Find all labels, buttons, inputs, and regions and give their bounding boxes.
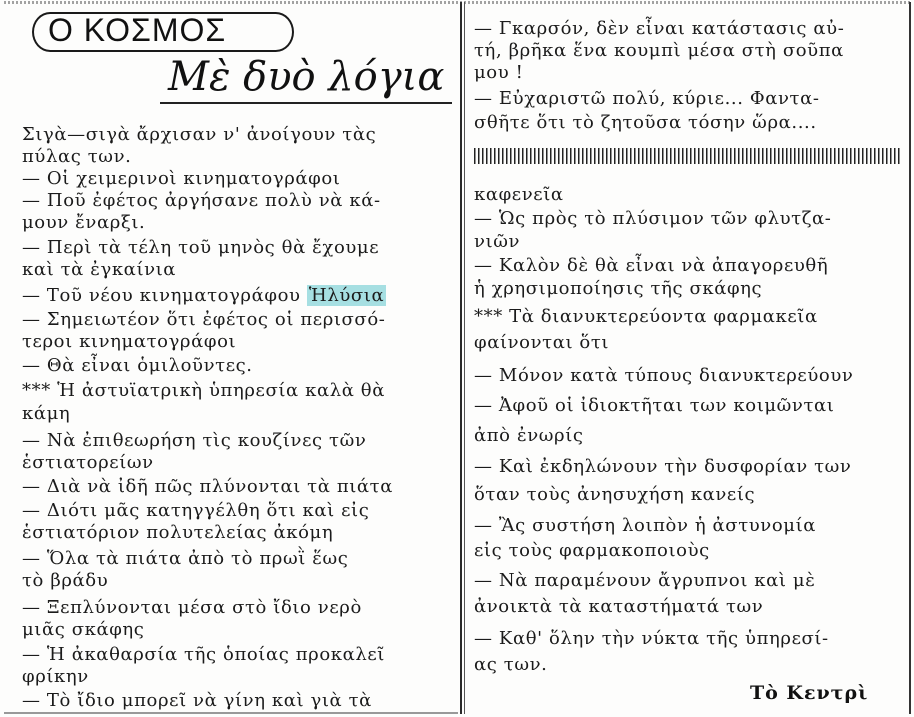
right-line-12: φαίνονται ὅτι xyxy=(474,332,610,353)
section-title: Ο ΚΟΣΜΟΣ xyxy=(48,12,227,48)
right-line-9: — Καλὸν δὲ θὰ εἶναι νὰ ἀπαγορευθῆ xyxy=(474,255,829,276)
author-signature: Τὸ Κεντρὶ xyxy=(750,682,869,704)
left-line-10: τεροι κινηματογράφοι xyxy=(22,331,237,352)
left-line-5: μουν ἔναρξι. xyxy=(22,212,146,233)
right-line-7: — Ὡς πρὸς τὸ πλύσιμον τῶν φλυτζα- xyxy=(474,208,832,229)
right-border xyxy=(909,2,911,714)
left-line-9: — Σημειωτέον ὅτι ἐφέτος οἱ περισσό- xyxy=(22,309,386,330)
right-line-13: — Μόνον κατὰ τύπους διανυκτερεύουν xyxy=(474,365,854,386)
right-line-23: ας των. xyxy=(474,654,548,675)
left-line-13: κάμη xyxy=(22,403,71,424)
right-line-10: ἡ χρησιμοποίησις τῆς σκάφης xyxy=(474,278,763,299)
right-line-18: — Ἂς συστήση λοιπὸν ἡ ἀστυνομία xyxy=(474,515,816,536)
right-line-14: — Ἀφοῦ οἱ ἰδιοκτῆται των κοιμῶνται xyxy=(474,395,835,416)
column-title-underline xyxy=(160,102,452,104)
right-line-4: — Εὐχαριστῶ πολύ, κύριε... Φαντα- xyxy=(474,88,820,109)
right-line-5: σθῆτε ὅτι τὸ ζητοῦσα τόσην ὥρα.... xyxy=(474,112,817,133)
left-line-1: Σιγὰ—σιγὰ ἄρχισαν ν' ἀνοίγουν τὰς xyxy=(22,124,377,145)
left-line-20: τὸ βράδυ xyxy=(22,570,109,591)
left-line-15: ἑστιατορείων xyxy=(22,452,154,473)
left-line-3: — Οἱ χειμερινοὶ κινηματογράφοι xyxy=(22,168,341,189)
left-line-7: καὶ τὰ ἐγκαίνια xyxy=(22,259,177,280)
highlighted-word: Ἡλύσια xyxy=(308,285,385,306)
right-line-1: — Γκαρσόν, δὲν εἶναι κατάστασις αὐ- xyxy=(474,18,845,39)
right-line-2: τή, βρῆκα ἕνα κουμπὶ μέσα στὴ σοῦπα xyxy=(474,40,844,61)
right-line-8: νιῶν xyxy=(474,231,521,252)
column-title: Μὲ δυὸ λόγια xyxy=(168,54,445,100)
top-rule xyxy=(4,1,910,4)
section-separator xyxy=(474,148,900,164)
right-line-17: ὅταν τοὺς ἀνησυχήση κανείς xyxy=(474,484,756,505)
column-divider-secondary xyxy=(464,2,465,714)
left-line-17: — Διότι μᾶς κατηγγέλθη ὅτι καὶ εἰς xyxy=(22,500,370,521)
column-divider xyxy=(460,2,462,714)
left-line-19: — Ὅλα τὰ πιάτα ἀπὸ τὸ πρωῒ ἕως xyxy=(22,548,349,569)
left-line-6: — Περὶ τὰ τέλη τοῦ μηνὸς θὰ ἔχουμε xyxy=(22,237,380,258)
left-line-11: — Θὰ εἶναι ὁμιλοῦντες. xyxy=(22,355,253,376)
left-line-23: — Ἡ ἀκαθαρσία τῆς ὁποίας προκαλεῖ xyxy=(22,644,385,665)
right-line-11: *** Τὰ διανυκτερεύοντα φαρμακεῖα xyxy=(474,306,818,327)
left-line-25: — Τὸ ἴδιο μπορεῖ νὰ γίνη καὶ γιὰ τὰ xyxy=(22,690,372,711)
left-line-22: μιᾶς σκάφης xyxy=(22,619,145,640)
right-line-3: μου ! xyxy=(474,62,524,83)
right-line-15: ἀπὸ ἐνωρίς xyxy=(474,425,584,446)
right-line-22: — Καθ' ὅλην τὴν νύκτα τῆς ὑπηρεσί- xyxy=(474,628,829,649)
left-line-21: — Ξεπλύνονται μέσα στὸ ἴδιο νερὸ xyxy=(22,597,362,618)
right-line-16: — Καὶ ἐκδηλώνουν τὴν δυσφορίαν των xyxy=(474,456,852,477)
right-line-20: — Νὰ παραμένουν ἄγρυπνοι καὶ μὲ xyxy=(474,570,816,591)
right-line-19: εἰς τοὺς φαρμακοποιοὺς xyxy=(474,540,710,561)
left-line-24: φρίκην xyxy=(22,666,89,687)
left-line-12: *** Ἡ ἀστυϊατρικὴ ὑπηρεσία καλὰ θὰ xyxy=(22,380,385,401)
right-line-21: ἀνοικτὰ τὰ καταστήματά των xyxy=(474,596,764,617)
left-line-8 xyxy=(22,285,386,307)
right-line-6: καφενεῖα xyxy=(474,184,564,205)
bottom-rule xyxy=(4,712,458,714)
left-line-18: ἑστιατόριον πολυτελείας ἀκόμη xyxy=(22,522,334,543)
left-line-4: — Ποῦ ἐφέτος ἀργήσανε πολὺ νὰ κά- xyxy=(22,190,381,211)
left-line-16: — Διὰ νὰ ἰδῆ πῶς πλύνονται τὰ πιάτα xyxy=(22,476,393,497)
left-line-8-text: — Τοῦ νέου κινηματογράφου xyxy=(22,285,307,306)
left-line-14: — Νὰ ἐπιθεωρήση τὶς κουζίνες τῶν xyxy=(22,430,367,451)
left-line-2: πύλας των. xyxy=(22,146,132,167)
